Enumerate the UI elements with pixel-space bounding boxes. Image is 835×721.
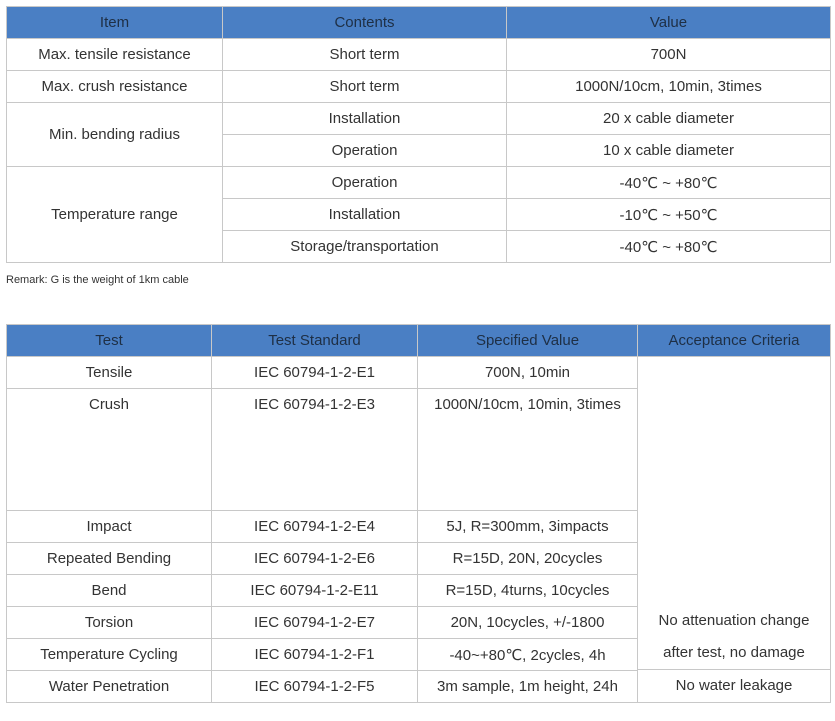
spec-value: 700N (507, 39, 831, 71)
spec-value: -40℃ ~ +80℃ (507, 167, 831, 199)
test-value: -40~+80℃, 2cycles, 4h (418, 639, 638, 671)
spec-value: -40℃ ~ +80℃ (507, 231, 831, 263)
spec-item: Min. bending radius (7, 103, 223, 167)
test-standard: IEC 60794-1-2-F1 (212, 639, 418, 671)
table-row (7, 71, 831, 103)
test-name: Impact (7, 511, 212, 543)
spec-header-row (7, 7, 831, 39)
test-value: 700N, 10min (418, 357, 638, 389)
table-row (7, 39, 831, 71)
test-name: Torsion (7, 607, 212, 639)
test-name: Water Penetration (7, 671, 212, 703)
test-standard: IEC 60794-1-2-E3 (212, 389, 418, 511)
test-standard: IEC 60794-1-2-E4 (212, 511, 418, 543)
spec-contents: Short term (223, 39, 507, 71)
spec-value: 20 x cable diameter (507, 103, 831, 135)
test-header-row (7, 325, 831, 357)
header-acceptance-criteria: Acceptance Criteria (638, 325, 831, 357)
test-value: 20N, 10cycles, +/-1800 (418, 607, 638, 639)
test-name: Temperature Cycling (7, 639, 212, 671)
test-name: Bend (7, 575, 212, 607)
spec-value: -10℃ ~ +50℃ (507, 199, 831, 231)
test-standard: IEC 60794-1-2-F5 (212, 671, 418, 703)
header-item: Item (7, 7, 223, 39)
spec-item: Temperature range (7, 167, 223, 263)
table-row (7, 357, 831, 389)
cable-spec-table (6, 6, 831, 263)
test-value: R=15D, 4turns, 10cycles (418, 575, 638, 607)
acceptance-line: after test, no damage (663, 644, 805, 661)
spec-contents: Installation (223, 199, 507, 231)
spec-contents: Short term (223, 71, 507, 103)
acceptance-line: No attenuation change (658, 612, 810, 629)
spec-value: 10 x cable diameter (507, 135, 831, 167)
spec-item: Max. crush resistance (7, 71, 223, 103)
test-name: Crush (7, 389, 212, 511)
header-value: Value (507, 7, 831, 39)
test-standard: IEC 60794-1-2-E7 (212, 607, 418, 639)
remark-text: Remark: G is the weight of 1km cable (6, 274, 189, 286)
test-value: 1000N/10cm, 10min, 3times (418, 389, 638, 511)
spec-contents: Operation (223, 135, 507, 167)
header-test: Test (7, 325, 212, 357)
test-name: Tensile (7, 357, 212, 389)
spec-contents: Storage/transportation (223, 231, 507, 263)
spec-item: Max. tensile resistance (7, 39, 223, 71)
table-row (7, 167, 831, 199)
test-standard: IEC 60794-1-2-E1 (212, 357, 418, 389)
test-value: 5J, R=300mm, 3impacts (418, 511, 638, 543)
header-contents: Contents (223, 7, 507, 39)
header-specified-value: Specified Value (418, 325, 638, 357)
test-value: 3m sample, 1m height, 24h (418, 671, 638, 703)
test-spec-table (6, 324, 831, 703)
test-standard: IEC 60794-1-2-E11 (212, 575, 418, 607)
spec-contents: Installation (223, 103, 507, 135)
spec-contents: Operation (223, 167, 507, 199)
spec-value: 1000N/10cm, 10min, 3times (507, 71, 831, 103)
acceptance-criteria-cell (638, 357, 831, 703)
test-value: R=15D, 20N, 20cycles (418, 543, 638, 575)
header-test-standard: Test Standard (212, 325, 418, 357)
test-name: Repeated Bending (7, 543, 212, 575)
acceptance-line: No water leakage (638, 669, 830, 702)
test-standard: IEC 60794-1-2-E6 (212, 543, 418, 575)
table-row (7, 103, 831, 135)
